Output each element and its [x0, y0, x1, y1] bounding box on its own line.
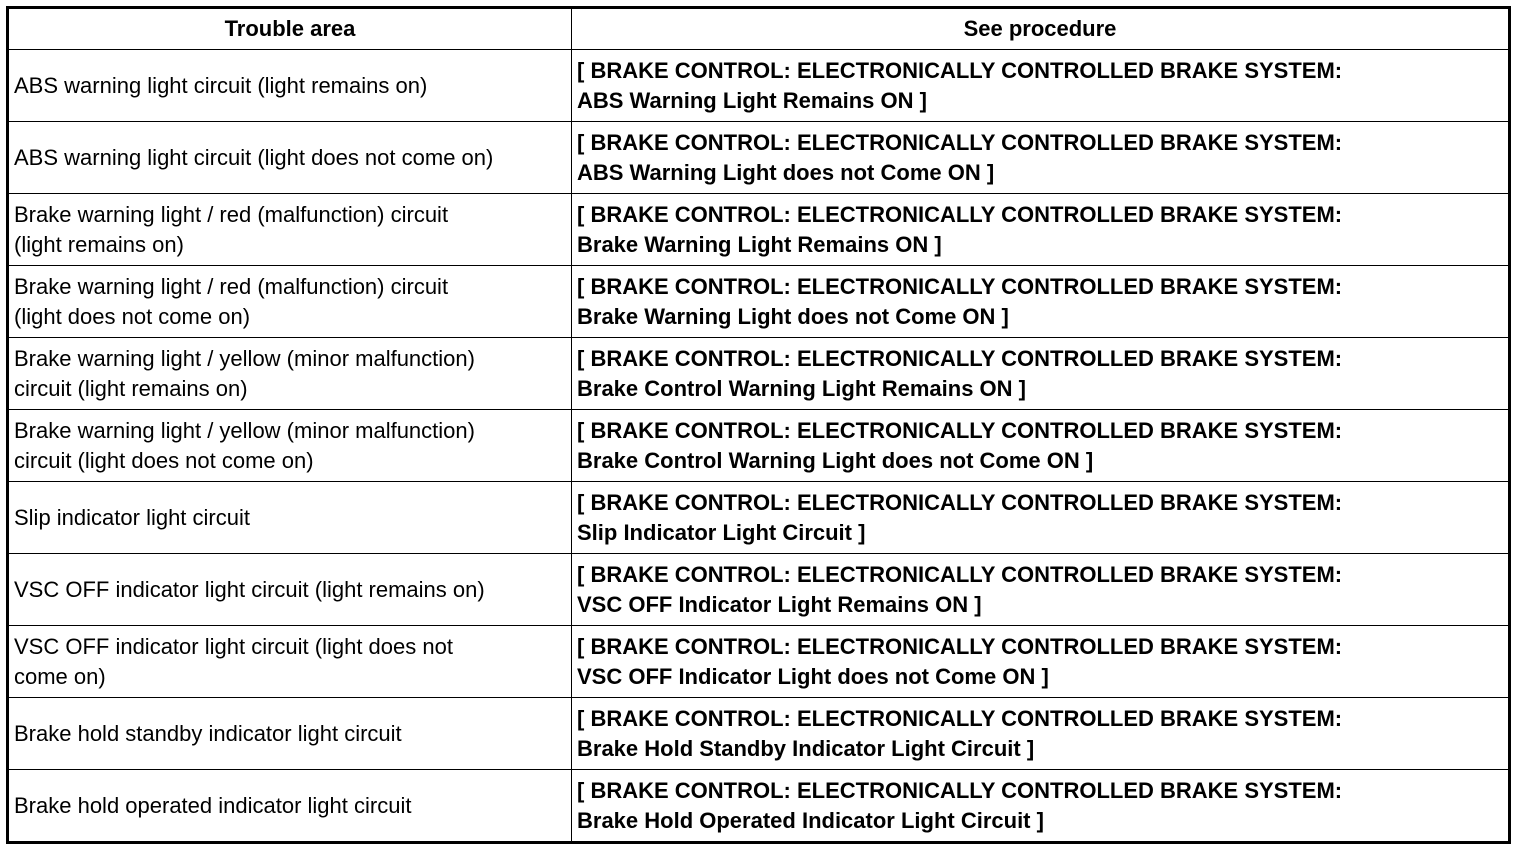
see-procedure-cell [572, 482, 1510, 554]
trouble-area-text: VSC OFF indicator light circuit (light remains on) [14, 576, 485, 602]
see-procedure-cell [572, 122, 1510, 194]
trouble-area-cell [8, 698, 572, 770]
procedure-link-text: [ BRAKE CONTROL: ELECTRONICALLY CONTROLLED BRAKE SYSTEM: [577, 633, 1343, 659]
procedure-link-text: Brake Warning Light does not Come ON ] [577, 303, 1009, 329]
trouble-area-text: ABS warning light circuit (light remains on) [14, 72, 428, 98]
table-row [8, 266, 1510, 338]
trouble-area-text: come on) [14, 663, 106, 689]
table-row [8, 626, 1510, 698]
trouble-area-text: (light does not come on) [14, 303, 251, 329]
see-procedure-cell [572, 338, 1510, 410]
trouble-area-cell [8, 554, 572, 626]
trouble-area-cell [8, 626, 572, 698]
procedure-link-text: Brake Hold Operated Indicator Light Circuit ] [577, 807, 1044, 833]
table-body [8, 50, 1510, 843]
see-procedure-cell [572, 50, 1510, 122]
trouble-area-text: Brake warning light / yellow (minor malfunction) [14, 345, 475, 371]
header-trouble-area: Trouble area [8, 8, 572, 50]
trouble-area-cell [8, 338, 572, 410]
procedure-link-text: VSC OFF Indicator Light Remains ON ] [577, 591, 982, 617]
see-procedure-cell [572, 698, 1510, 770]
table-row [8, 50, 1510, 122]
see-procedure-cell [572, 554, 1510, 626]
procedure-link-text: Brake Warning Light Remains ON ] [577, 231, 942, 257]
see-procedure-cell [572, 194, 1510, 266]
trouble-area-cell [8, 410, 572, 482]
trouble-area-table [6, 6, 1511, 844]
procedure-link-text: [ BRAKE CONTROL: ELECTRONICALLY CONTROLLED BRAKE SYSTEM: [577, 489, 1343, 515]
procedure-link-text: [ BRAKE CONTROL: ELECTRONICALLY CONTROLLED BRAKE SYSTEM: [577, 129, 1343, 155]
trouble-area-cell [8, 770, 572, 843]
procedure-link-text: Brake Hold Standby Indicator Light Circuit ] [577, 735, 1035, 761]
procedure-link-text: [ BRAKE CONTROL: ELECTRONICALLY CONTROLLED BRAKE SYSTEM: [577, 561, 1343, 587]
procedure-link-text: [ BRAKE CONTROL: ELECTRONICALLY CONTROLLED BRAKE SYSTEM: [577, 57, 1343, 83]
procedure-link-text: [ BRAKE CONTROL: ELECTRONICALLY CONTROLLED BRAKE SYSTEM: [577, 345, 1343, 371]
see-procedure-cell [572, 266, 1510, 338]
trouble-area-text: Brake warning light / red (malfunction) circuit [14, 273, 449, 299]
trouble-area-cell [8, 266, 572, 338]
table-row [8, 194, 1510, 266]
header-row [8, 8, 1510, 50]
table-row [8, 338, 1510, 410]
table-header [8, 8, 1510, 50]
procedure-link-text: [ BRAKE CONTROL: ELECTRONICALLY CONTROLLED BRAKE SYSTEM: [577, 705, 1343, 731]
trouble-area-text: ABS warning light circuit (light does not come on) [14, 144, 494, 170]
procedure-link-text: ABS Warning Light Remains ON ] [577, 87, 927, 113]
trouble-area-cell [8, 50, 572, 122]
table-row [8, 698, 1510, 770]
trouble-area-text: Brake warning light / red (malfunction) circuit [14, 201, 449, 227]
see-procedure-cell [572, 626, 1510, 698]
procedure-link-text: ABS Warning Light does not Come ON ] [577, 159, 995, 185]
table-row [8, 770, 1510, 843]
procedure-link-text: [ BRAKE CONTROL: ELECTRONICALLY CONTROLLED BRAKE SYSTEM: [577, 417, 1343, 443]
procedure-link-text: Brake Control Warning Light Remains ON ] [577, 375, 1026, 401]
procedure-link-text: [ BRAKE CONTROL: ELECTRONICALLY CONTROLLED BRAKE SYSTEM: [577, 201, 1343, 227]
procedure-link-text: [ BRAKE CONTROL: ELECTRONICALLY CONTROLLED BRAKE SYSTEM: [577, 273, 1343, 299]
trouble-area-text: Brake hold operated indicator light circuit [14, 792, 412, 818]
trouble-area-text: Slip indicator light circuit [14, 504, 250, 530]
trouble-area-text: circuit (light does not come on) [14, 447, 314, 473]
trouble-area-text: circuit (light remains on) [14, 375, 248, 401]
trouble-area-cell [8, 194, 572, 266]
see-procedure-cell [572, 410, 1510, 482]
table-row [8, 122, 1510, 194]
header-see-procedure: See procedure [572, 8, 1510, 50]
trouble-area-cell [8, 122, 572, 194]
trouble-area-cell [8, 482, 572, 554]
table-row [8, 554, 1510, 626]
trouble-area-text: Brake warning light / yellow (minor malfunction) [14, 417, 475, 443]
see-procedure-cell [572, 770, 1510, 843]
trouble-area-text: VSC OFF indicator light circuit (light does not [14, 633, 453, 659]
procedure-link-text: [ BRAKE CONTROL: ELECTRONICALLY CONTROLLED BRAKE SYSTEM: [577, 777, 1343, 803]
table-row [8, 482, 1510, 554]
procedure-link-text: VSC OFF Indicator Light does not Come ON ] [577, 663, 1049, 689]
procedure-link-text: Brake Control Warning Light does not Come ON ] [577, 447, 1094, 473]
trouble-area-text: Brake hold standby indicator light circuit [14, 720, 402, 746]
trouble-area-text: (light remains on) [14, 231, 184, 257]
procedure-link-text: Slip Indicator Light Circuit ] [577, 519, 866, 545]
table-row [8, 410, 1510, 482]
